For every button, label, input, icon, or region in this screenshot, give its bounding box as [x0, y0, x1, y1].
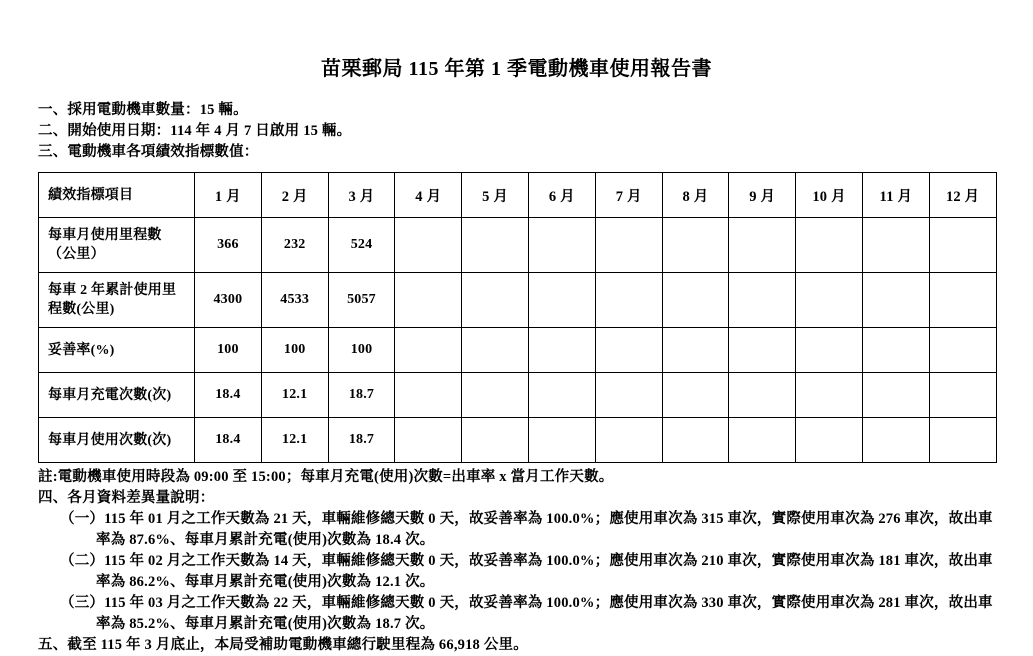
header-month-12: 12 月 [929, 173, 996, 218]
cell-month-8 [662, 218, 729, 273]
cell-month-10 [796, 328, 863, 373]
cell-month-2: 4533 [261, 273, 328, 328]
header-month-2: 2 月 [261, 173, 328, 218]
table-footnote: 註:電動機車使用時段為 09:00 至 15:00；每車月充電(使用)次數=出車率 x 當月工作天數。 [38, 469, 614, 485]
cell-month-5 [462, 373, 529, 418]
cell-month-11 [862, 273, 929, 328]
performance-table-wrapper [0, 172, 1033, 463]
cell-month-6 [528, 418, 595, 463]
item-4-3-line-2: 率為 85.2%、每車月累計充電(使用)次數為 18.7 次。 [96, 616, 435, 632]
cell-month-1: 366 [195, 218, 262, 273]
cell-month-6 [528, 328, 595, 373]
header-month-10: 10 月 [796, 173, 863, 218]
item-1-vehicle-count: 一、採用電動機車數量：15 輛。 [38, 102, 248, 118]
cell-month-7 [595, 218, 662, 273]
cell-month-1: 4300 [195, 273, 262, 328]
cell-month-6 [528, 218, 595, 273]
item-5-total-mileage: 五、截至 115 年 3 月底止，本局受補助電動機車總行駛里程為 66,918 公里。 [38, 637, 528, 653]
table-header-row [39, 173, 997, 218]
table-row [39, 218, 997, 273]
cell-month-7 [595, 328, 662, 373]
cell-month-12 [929, 418, 996, 463]
cell-month-10 [796, 373, 863, 418]
cell-month-12 [929, 373, 996, 418]
cell-month-12 [929, 273, 996, 328]
cell-month-2: 12.1 [261, 373, 328, 418]
row-label: 每車月充電次數(次) [39, 373, 195, 418]
header-indicator: 績效指標項目 [39, 173, 195, 218]
cell-month-7 [595, 418, 662, 463]
cell-month-9 [729, 373, 796, 418]
cell-month-6 [528, 373, 595, 418]
cell-month-11 [862, 328, 929, 373]
row-label: 妥善率(%) [39, 328, 195, 373]
cell-month-5 [462, 273, 529, 328]
cell-month-4 [395, 373, 462, 418]
cell-month-4 [395, 418, 462, 463]
cell-month-4 [395, 328, 462, 373]
item-4-2-line-2: 率為 86.2%、每車月累計充電(使用)次數為 12.1 次。 [96, 574, 435, 590]
item-4-1-line-1: （一）115 年 01 月之工作天數為 21 天，車輛維修總天數 0 天，故妥善率為 100.0%；應使用車次為 315 車次，實際使用車次為 276 車次，故出車 [60, 511, 993, 527]
cell-month-6 [528, 273, 595, 328]
header-month-7: 7 月 [595, 173, 662, 218]
cell-month-3: 100 [328, 328, 395, 373]
header-month-3: 3 月 [328, 173, 395, 218]
item-3-indicators-heading: 三、電動機車各項績效指標數值： [38, 144, 259, 160]
cell-month-2: 100 [261, 328, 328, 373]
item-4-3-line-1: （三）115 年 03 月之工作天數為 22 天，車輛維修總天數 0 天，故妥善率為 100.0%；應使用車次為 330 車次，實際使用車次為 281 車次，故出車 [60, 595, 993, 611]
cell-month-9 [729, 418, 796, 463]
header-month-11: 11 月 [862, 173, 929, 218]
table-row [39, 273, 997, 328]
cell-month-4 [395, 218, 462, 273]
cell-month-10 [796, 273, 863, 328]
cell-month-11 [862, 418, 929, 463]
cell-month-10 [796, 418, 863, 463]
row-label: 每車月使用次數(次) [39, 418, 195, 463]
header-month-1: 1 月 [195, 173, 262, 218]
document-body [0, 100, 1033, 163]
header-month-4: 4 月 [395, 173, 462, 218]
cell-month-9 [729, 273, 796, 328]
performance-indicators-table [38, 172, 997, 463]
row-label: 每車月使用里程數（公里） [39, 218, 195, 273]
table-row [39, 418, 997, 463]
item-2-start-date: 二、開始使用日期：114 年 4 月 7 日啟用 15 輛。 [38, 123, 352, 139]
header-month-5: 5 月 [462, 173, 529, 218]
cell-month-10 [796, 218, 863, 273]
table-row [39, 373, 997, 418]
cell-month-11 [862, 218, 929, 273]
cell-month-4 [395, 273, 462, 328]
cell-month-8 [662, 273, 729, 328]
item-4-1-line-2: 率為 87.6%、每車月累計充電(使用)次數為 18.4 次。 [96, 532, 435, 548]
cell-month-1: 100 [195, 328, 262, 373]
document-body-lower [0, 467, 1033, 656]
cell-month-3: 5057 [328, 273, 395, 328]
cell-month-12 [929, 328, 996, 373]
cell-month-3: 18.7 [328, 418, 395, 463]
cell-month-1: 18.4 [195, 373, 262, 418]
cell-month-11 [862, 373, 929, 418]
cell-month-1: 18.4 [195, 418, 262, 463]
cell-month-7 [595, 273, 662, 328]
cell-month-3: 18.7 [328, 373, 395, 418]
cell-month-8 [662, 328, 729, 373]
item-4-variance-heading: 四、各月資料差異量說明： [38, 490, 215, 506]
cell-month-9 [729, 328, 796, 373]
header-month-8: 8 月 [662, 173, 729, 218]
cell-month-7 [595, 373, 662, 418]
row-label: 每車 2 年累計使用里程數(公里) [39, 273, 195, 328]
cell-month-5 [462, 218, 529, 273]
cell-month-8 [662, 418, 729, 463]
cell-month-3: 524 [328, 218, 395, 273]
header-month-6: 6 月 [528, 173, 595, 218]
cell-month-12 [929, 218, 996, 273]
cell-month-8 [662, 373, 729, 418]
cell-month-5 [462, 328, 529, 373]
cell-month-2: 232 [261, 218, 328, 273]
table-row [39, 328, 997, 373]
cell-month-2: 12.1 [261, 418, 328, 463]
page-title: 苗栗郵局 115 年第 1 季電動機車使用報告書 [321, 58, 712, 80]
cell-month-9 [729, 218, 796, 273]
item-4-2-line-1: （二）115 年 02 月之工作天數為 14 天，車輛維修總天數 0 天，故妥善率為 100.0%；應使用車次為 210 車次，實際使用車次為 181 車次，故出車 [60, 553, 993, 569]
cell-month-5 [462, 418, 529, 463]
header-month-9: 9 月 [729, 173, 796, 218]
